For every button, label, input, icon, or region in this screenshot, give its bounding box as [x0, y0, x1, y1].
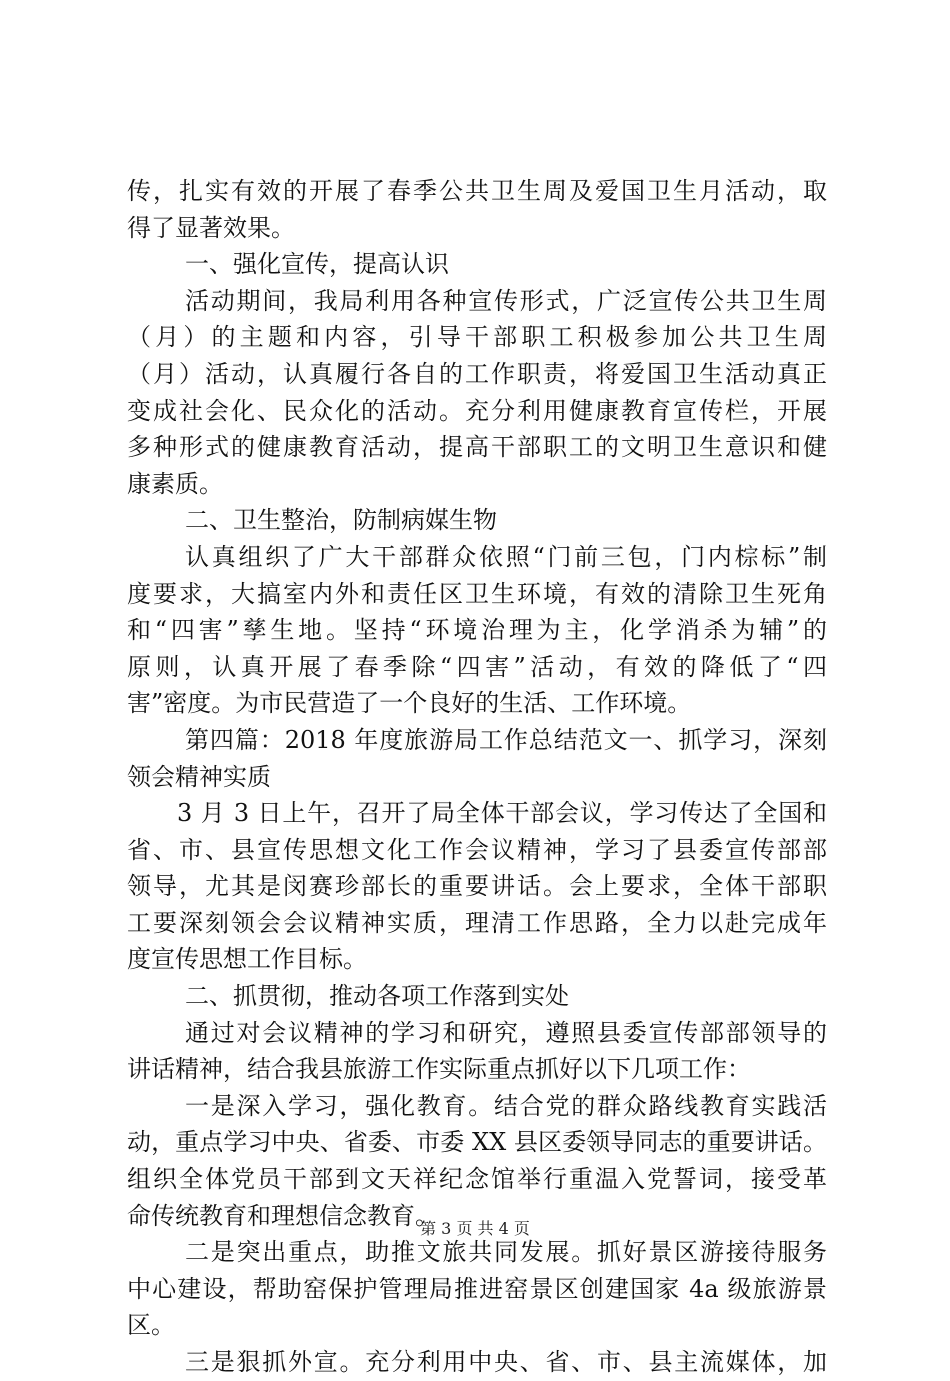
- text-line: 原则，认真开展了春季除“四害”活动，有效的降低了“四: [127, 652, 827, 681]
- text-line: 讲话精神，结合我县旅游工作实际重点抓好以下几项工作：: [127, 1055, 751, 1084]
- section-title: 第四篇：2018 年度旅游局工作总结范文一、抓学习，深刻: [185, 725, 827, 754]
- text-line: 度要求，大搞室内外和责任区卫生环境，有效的清除卫生死角: [127, 579, 827, 608]
- text-line: 中心建设，帮助窑保护管理局推进窑景区创建国家 4a 级旅游景: [127, 1274, 827, 1303]
- text-line: 组织全体党员干部到文天祥纪念馆举行重温入党誓词，接受革: [127, 1165, 827, 1194]
- text-line: 领导，尤其是闵赛珍部长的重要讲话。会上要求，全体干部职: [127, 872, 827, 901]
- text-line: 通过对会议精神的学习和研究，遵照县委宣传部部领导的: [185, 1018, 827, 1047]
- text-line: 传，扎实有效的开展了春季公共卫生周及爱国卫生月活动，取: [127, 177, 827, 205]
- text-line: 得了显著效果。: [127, 213, 295, 242]
- section-heading: 二、卫生整治，防制病媒生物: [185, 506, 497, 535]
- text-line: 二是突出重点，助推文旅共同发展。抓好景区游接待服务: [185, 1238, 827, 1267]
- text-line: 工要深刻领会会议精神实质，理清工作思路，全力以赴完成年: [127, 908, 827, 937]
- text-line: 度宣传思想工作目标。: [127, 945, 367, 974]
- page-number-footer: 第 3 页 共 4 页: [420, 1219, 530, 1238]
- section-heading: 二、抓贯彻，推动各项工作落到实处: [185, 982, 569, 1011]
- text-line: 害”密度。为市民营造了一个良好的生活、工作环境。: [127, 689, 692, 718]
- section-heading: 一、强化宣传，提高认识: [185, 250, 449, 279]
- text-line: 多种形式的健康教育活动，提高干部职工的文明卫生意识和健: [127, 433, 827, 462]
- text-line: 和“四害”孳生地。坚持“环境治理为主，化学消杀为辅”的: [127, 616, 827, 645]
- section-title: 领会精神实质: [127, 762, 271, 791]
- text-line: 动，重点学习中央、省委、市委 XX 县区委领导同志的重要讲话。: [127, 1128, 827, 1157]
- text-line: 三是狠抓外宣。充分利用中央、省、市、县主流媒体，加: [185, 1348, 827, 1376]
- text-line: 省、市、县宣传思想文化工作会议精神，学习了县委宣传部部: [127, 835, 827, 864]
- text-line: 认真组织了广大干部群众依照“门前三包，门内棕标”制: [185, 542, 827, 571]
- text-line: （月）活动，认真履行各自的工作职责，将爱国卫生活动真正: [127, 359, 827, 388]
- text-line: 一是深入学习，强化教育。结合党的群众路线教育实践活: [185, 1091, 827, 1120]
- document-body: [127, 173, 827, 1381]
- text-line: 3 月 3 日上午，召开了局全体干部会议，学习传达了全国和: [177, 799, 827, 828]
- text-line: 活动期间，我局利用各种宣传形式，广泛宣传公共卫生周: [185, 286, 827, 315]
- text-line: （月）的主题和内容，引导干部职工积极参加公共卫生周: [127, 323, 827, 352]
- text-line: 命传统教育和理想信念教育。: [127, 1201, 439, 1230]
- text-line: 变成社会化、民众化的活动。充分利用健康教育宣传栏，开展: [127, 396, 827, 425]
- text-line: 区。: [127, 1311, 175, 1340]
- text-line: 康素质。: [127, 469, 223, 498]
